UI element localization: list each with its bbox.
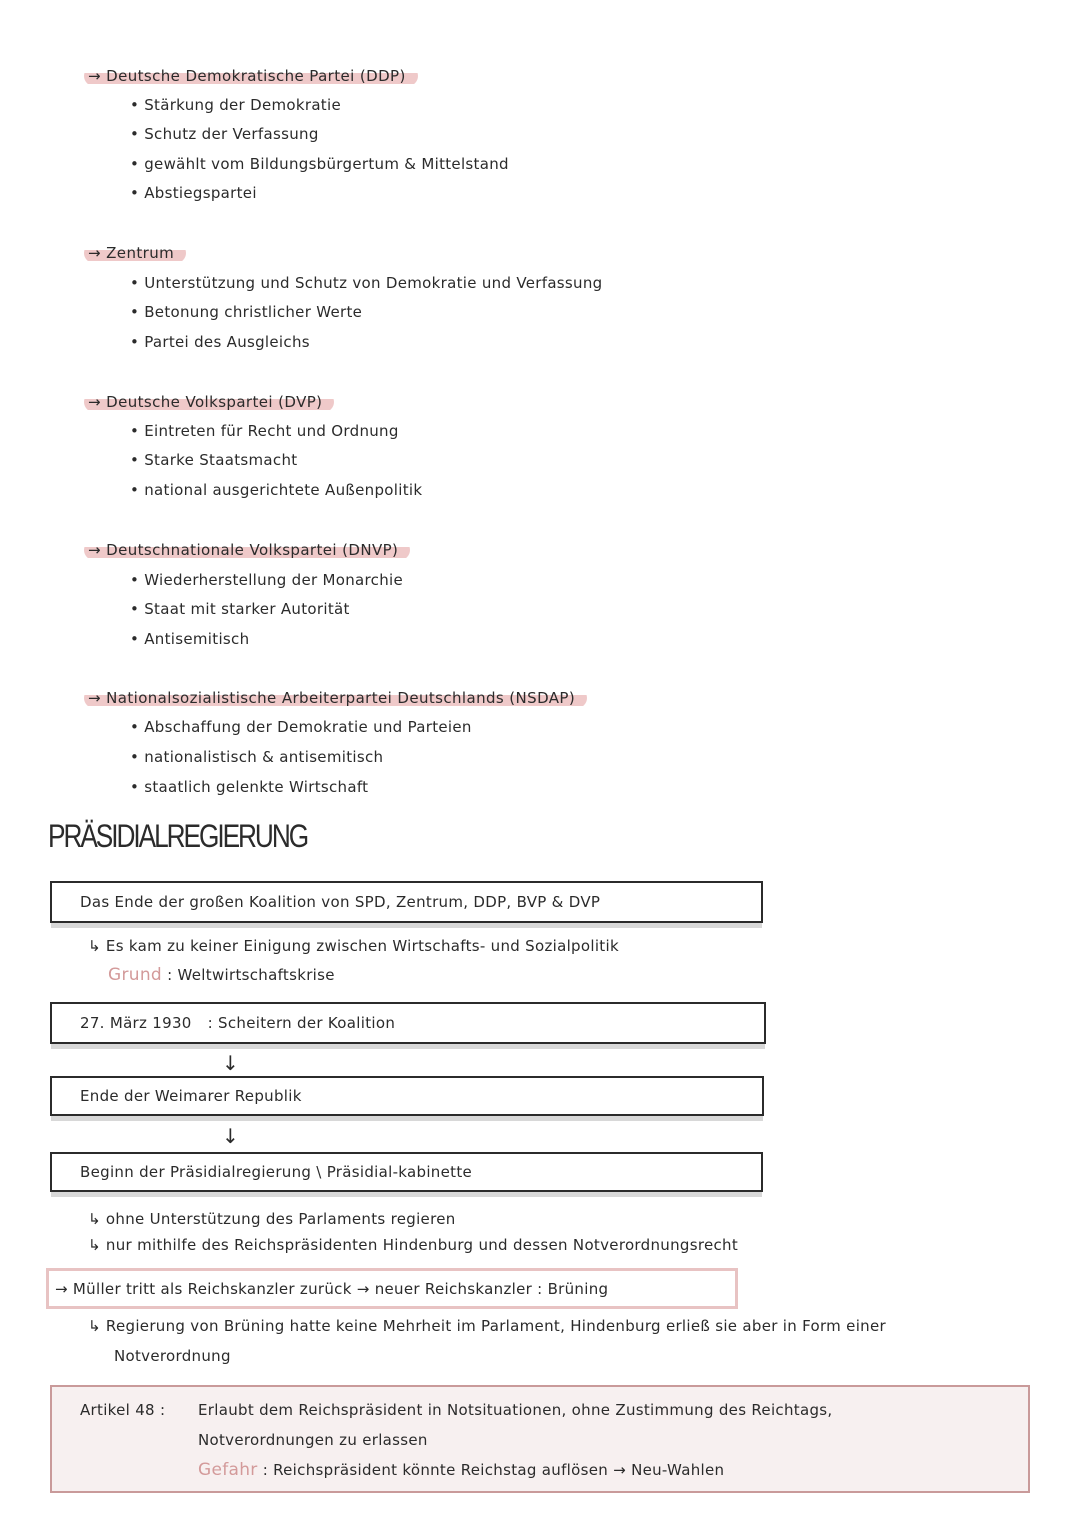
party-point: • national ausgerichtete Außenpolitik bbox=[130, 481, 423, 499]
party-point: • nationalistisch & antisemitisch bbox=[130, 748, 384, 766]
party-point: • Stärkung der Demokratie bbox=[130, 96, 341, 114]
party-point: • Betonung christlicher Werte bbox=[130, 303, 363, 321]
party-point: • Antisemitisch bbox=[130, 630, 250, 648]
article-48-line1: Erlaubt dem Reichspräsident in Notsituationen, ohne Zustimmung des Reichtags, bbox=[198, 1401, 833, 1419]
gefahr-line bbox=[198, 1460, 724, 1480]
party-point: • Starke Staatsmacht bbox=[130, 451, 298, 469]
mueller-box bbox=[46, 1268, 738, 1309]
note-without-parliament: ↳ ohne Unterstützung des Parlaments regieren bbox=[88, 1210, 456, 1228]
party-point: • Staat mit starker Autorität bbox=[130, 600, 350, 618]
party-point: • Wiederherstellung der Monarchie bbox=[130, 571, 404, 589]
date-event-text: : Scheitern der Koalition bbox=[207, 1014, 396, 1032]
date-box bbox=[50, 1002, 766, 1044]
party-point: • Eintreten für Recht und Ordnung bbox=[130, 422, 399, 440]
mueller-text: → Müller tritt als Reichskanzler zurück → neuer Reichskanzler : Brüning bbox=[55, 1279, 609, 1298]
grund-label: Grund bbox=[108, 965, 163, 985]
presidential-start-box bbox=[50, 1152, 763, 1192]
weimar-end-box bbox=[50, 1076, 764, 1116]
note-notverordnung: Notverordnung bbox=[114, 1347, 231, 1365]
coalition-end-text: Das Ende der großen Koalition von SPD, Zentrum, DDP, BVP & DVP bbox=[80, 893, 601, 911]
party-title-dvp: → Deutsche Volkspartei (DVP) bbox=[84, 392, 334, 412]
arrow-down-icon: ↓ bbox=[222, 1051, 239, 1075]
date-text: 27. März 1930 bbox=[80, 1014, 192, 1032]
party-title-ddp: → Deutsche Demokratische Partei (DDP) bbox=[84, 66, 418, 86]
grund-line bbox=[108, 965, 335, 985]
article-48-label: Artikel 48 : bbox=[80, 1401, 166, 1419]
party-point: • Abstiegspartei bbox=[130, 184, 257, 202]
note-no-agreement: ↳ Es kam zu keiner Einigung zwischen Wirtschafts- und Sozialpolitik bbox=[88, 937, 619, 955]
party-point: • Schutz der Verfassung bbox=[130, 125, 319, 143]
article-48-line2: Notverordnungen zu erlassen bbox=[198, 1431, 428, 1449]
presidential-start-text: Beginn der Präsidialregierung \ Präsidial-kabinette bbox=[80, 1163, 473, 1181]
note-hindenburg: ↳ nur mithilfe des Reichspräsidenten Hindenburg und dessen Notverordnungsrecht bbox=[88, 1236, 739, 1254]
weimar-end-text: Ende der Weimarer Republik bbox=[80, 1087, 302, 1105]
section-heading: PRÄSIDIALREGIERUNG bbox=[48, 818, 308, 854]
article-48-box bbox=[50, 1385, 1030, 1493]
party-point: • Partei des Ausgleichs bbox=[130, 333, 310, 351]
arrow-down-icon: ↓ bbox=[222, 1124, 239, 1148]
party-title-dnvp: → Deutschnationale Volkspartei (DNVP) bbox=[84, 540, 410, 560]
party-point: • gewählt vom Bildungsbürgertum & Mittelstand bbox=[130, 155, 509, 173]
grund-text: : Weltwirtschaftskrise bbox=[167, 966, 335, 984]
party-point: • staatlich gelenkte Wirtschaft bbox=[130, 778, 369, 796]
coalition-end-box bbox=[50, 881, 763, 923]
note-bruening: ↳ Regierung von Brüning hatte keine Mehrheit im Parlament, Hindenburg erließ sie aber in Form einer bbox=[88, 1317, 886, 1335]
party-title-zentrum: → Zentrum bbox=[84, 243, 186, 263]
party-point: • Abschaffung der Demokratie und Parteien bbox=[130, 718, 472, 736]
gefahr-label: Gefahr bbox=[198, 1460, 258, 1480]
gefahr-text: : Reichspräsident könnte Reichstag auflösen → Neu-Wahlen bbox=[262, 1461, 725, 1479]
party-point: • Unterstützung und Schutz von Demokratie und Verfassung bbox=[130, 274, 603, 292]
party-title-nsdap: → Nationalsozialistische Arbeiterpartei Deutschlands (NSDAP) bbox=[84, 688, 587, 708]
